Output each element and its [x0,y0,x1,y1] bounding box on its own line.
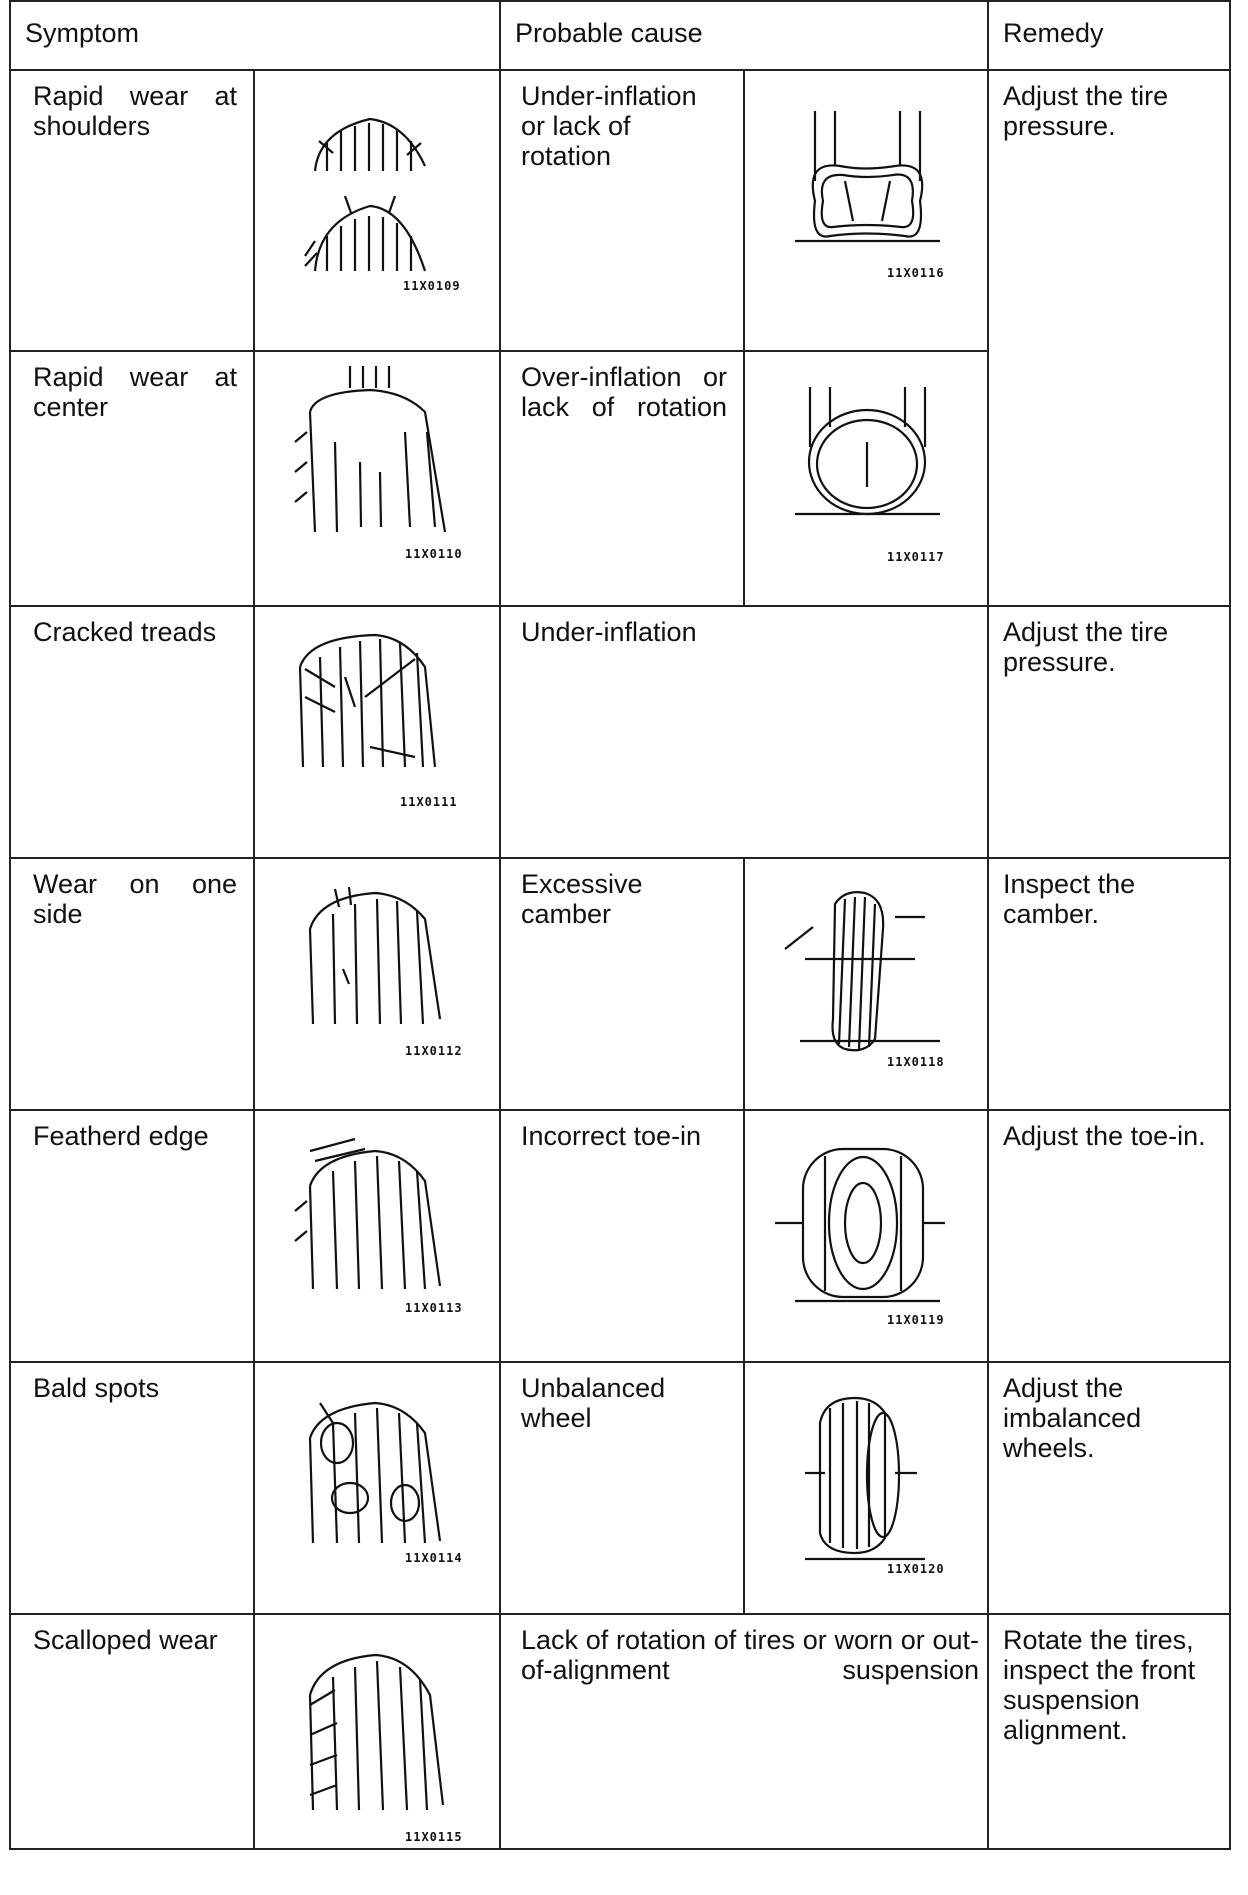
remedy-cell: Rotate the tires, inspect the front suspension alignment. [988,1614,1230,1849]
symptom-figure: 11X0109 [254,70,500,351]
table-row [10,606,1230,858]
header-remedy: Remedy [988,1,1230,70]
symptom-figure: 11X0110 [254,351,500,606]
symptom-cell: Featherd edge [10,1110,254,1362]
bald-spots-tire-icon [255,1363,499,1613]
cause-figure: 11X0120 [744,1362,988,1614]
symptom-cell: Bald spots [10,1362,254,1614]
table-row [10,1110,1230,1362]
remedy-cell: Adjust the imbalanced wheels. [988,1362,1230,1614]
table-row [10,70,1230,351]
cause-cell: Over-inflation or lack of rotation [500,351,744,606]
one-side-wear-tire-icon [255,859,499,1109]
symptom-figure: 11X0111 [254,606,500,858]
under-inflated-tire-icon [745,71,989,350]
cause-figure: 11X0116 [744,70,988,351]
table-row [10,1362,1230,1614]
center-wear-tire-icon [255,352,499,605]
symptom-figure: 11X0115 [254,1614,500,1849]
over-inflated-tire-icon [745,352,989,605]
cause-cell: Excessive camber [500,858,744,1110]
cause-cell: Incorrect toe-in [500,1110,744,1362]
cause-figure: 11X0119 [744,1110,988,1362]
header-cause: Probable cause [500,1,988,70]
header-symptom: Symptom [10,1,500,70]
tire-wear-table [9,0,1231,1850]
cause-figure: 11X0118 [744,858,988,1110]
symptom-figure: 11X0114 [254,1362,500,1614]
shoulder-wear-tire-icon [255,71,499,350]
cracked-tread-tire-icon [255,607,499,857]
symptom-cell: Cracked treads [10,606,254,858]
remedy-cell: Adjust the tire pressure. [988,70,1230,606]
cause-cell: Under-inflation [500,606,988,858]
scalloped-wear-tire-icon [255,1615,499,1895]
cause-cell: Lack of rotation of tires or worn or out-of-alignment suspension [500,1614,988,1849]
cause-cell: Under-inflation or lack of rotation [500,70,744,351]
symptom-cell: Rapid wear at center [10,351,254,606]
toe-in-tire-icon [745,1111,989,1361]
remedy-cell: Inspect the camber. [988,858,1230,1110]
symptom-cell: Scalloped wear [10,1614,254,1849]
remedy-cell: Adjust the tire pressure. [988,606,1230,858]
feathered-edge-tire-icon [255,1111,499,1361]
symptom-cell: Rapid wear at shoulders [10,70,254,351]
table-row [10,1614,1230,1849]
symptom-figure: 11X0113 [254,1110,500,1362]
symptom-cell: Wear on one side [10,858,254,1110]
unbalanced-wheel-icon [745,1363,989,1613]
camber-tire-icon [745,859,989,1109]
cause-cell: Unbalanced wheel [500,1362,744,1614]
remedy-cell: Adjust the toe-in. [988,1110,1230,1362]
symptom-figure: 11X0112 [254,858,500,1110]
table-row [10,858,1230,1110]
cause-figure: 11X0117 [744,351,988,606]
